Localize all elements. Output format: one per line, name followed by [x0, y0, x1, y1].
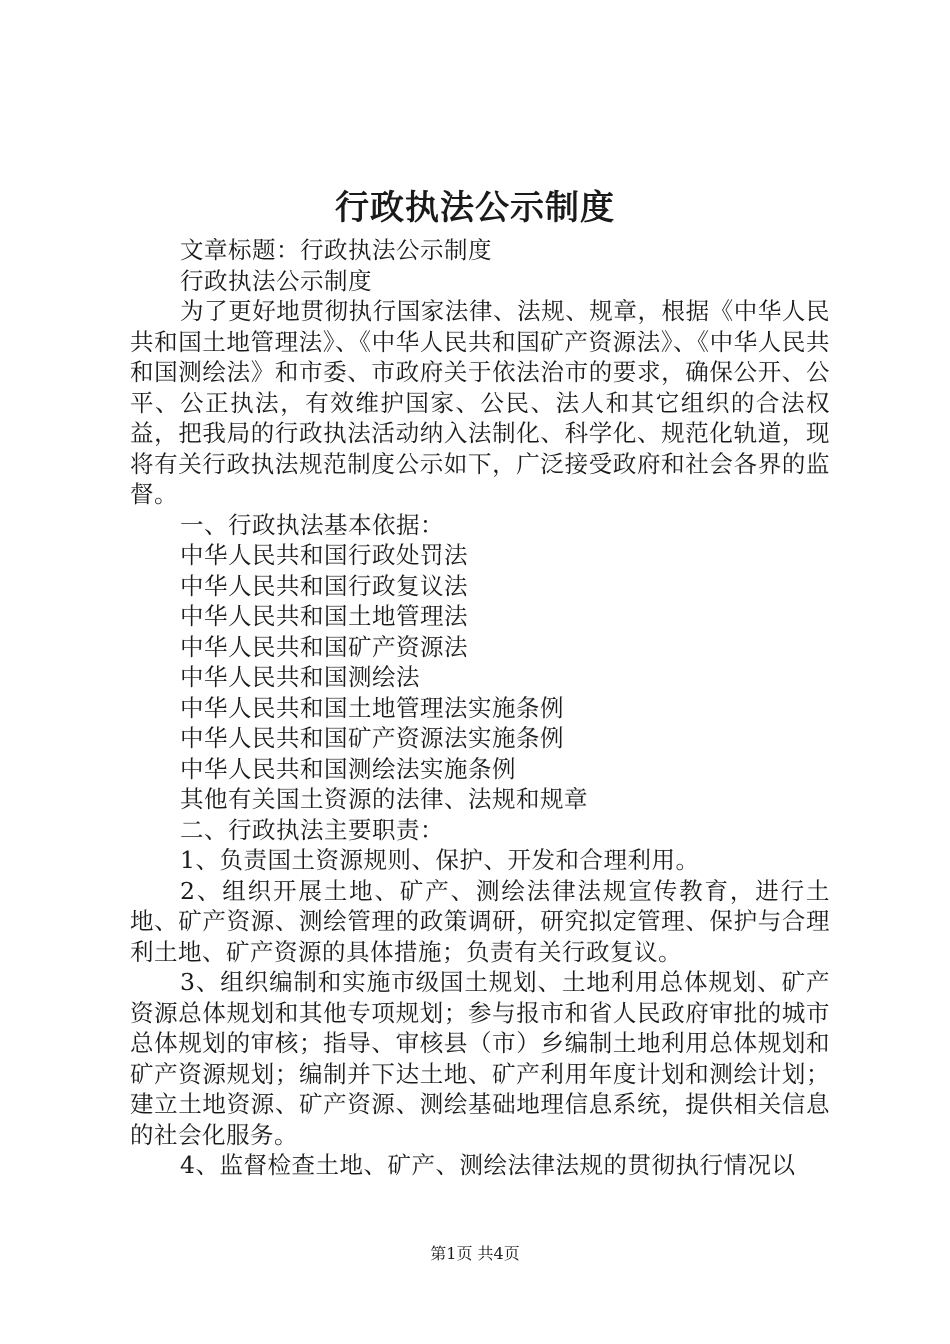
law-list-item: 中华人民共和国行政处罚法 — [180, 541, 468, 569]
duty-item: 4、监督检查土地、矿产、测绘法律法规的贯彻执行情况以 — [180, 1151, 796, 1179]
law-list-item: 中华人民共和国土地管理法实施条例 — [180, 693, 564, 722]
law-list-item: 中华人民共和国测绘法实施条例 — [180, 754, 516, 783]
duty-item: 2、组织开展土地、矿产、测绘法律法规宣传教育，进行土地、矿产资源、测绘管理的政策调研，研究拟定管理、保护与合理利土地、矿产资源的具体措施；负责有关行政复议。 — [130, 876, 830, 966]
paragraph: 文章标题：行政执法公示制度 — [180, 236, 492, 264]
duty-item: 3、组织编制和实施市级国土规划、土地利用总体规划、矿产资源总体规划和其他专项规划；参与报市和省人民政府审批的城市总体规划的审核；指导、审核县（市）乡编制土地利用总体规划和矿产资源规划；编制并下达土地、矿产利用年度计划和测绘计划；建立土地资源、矿产资源、测绘基础地理信息系统，提供相关信息的社会化服务。 — [130, 968, 830, 1149]
duty-item: 1、负责国土资源规则、保护、开发和合理利用。 — [180, 846, 700, 874]
law-list-item: 其他有关国土资源的法律、法规和规章 — [180, 785, 588, 813]
document-body — [130, 235, 830, 1181]
page-footer: 第1页 共4页 — [430, 1244, 520, 1263]
paragraph: 为了更好地贯彻执行国家法律、法规、规章，根据《中华人民共和国土地管理法》、《中华人民共和国矿产资源法》、《中华人民共和国测绘法》和市委、市政府关于依法治市的要求，确保公开、公平、公正执法，有效维护国家、公民、法人和其它组织的合法权益，把我局的行政执法活动纳入法制化、科学化、规范化轨道，现将有关行政执法规范制度公示如下，广泛接受政府和社会各界的监督。 — [130, 297, 830, 508]
law-list-item: 中华人民共和国矿产资源法实施条例 — [180, 724, 564, 752]
section-heading: 一、行政执法基本依据： — [180, 510, 444, 539]
law-list-item: 中华人民共和国矿产资源法 — [180, 632, 468, 661]
law-list-item: 中华人民共和国行政复议法 — [180, 571, 468, 600]
document-title: 行政执法公示制度 — [335, 188, 615, 228]
law-list-item: 中华人民共和国土地管理法 — [180, 602, 468, 630]
section-heading: 二、行政执法主要职责： — [180, 815, 444, 844]
law-list-item: 中华人民共和国测绘法 — [180, 663, 420, 691]
paragraph: 行政执法公示制度 — [180, 266, 372, 295]
